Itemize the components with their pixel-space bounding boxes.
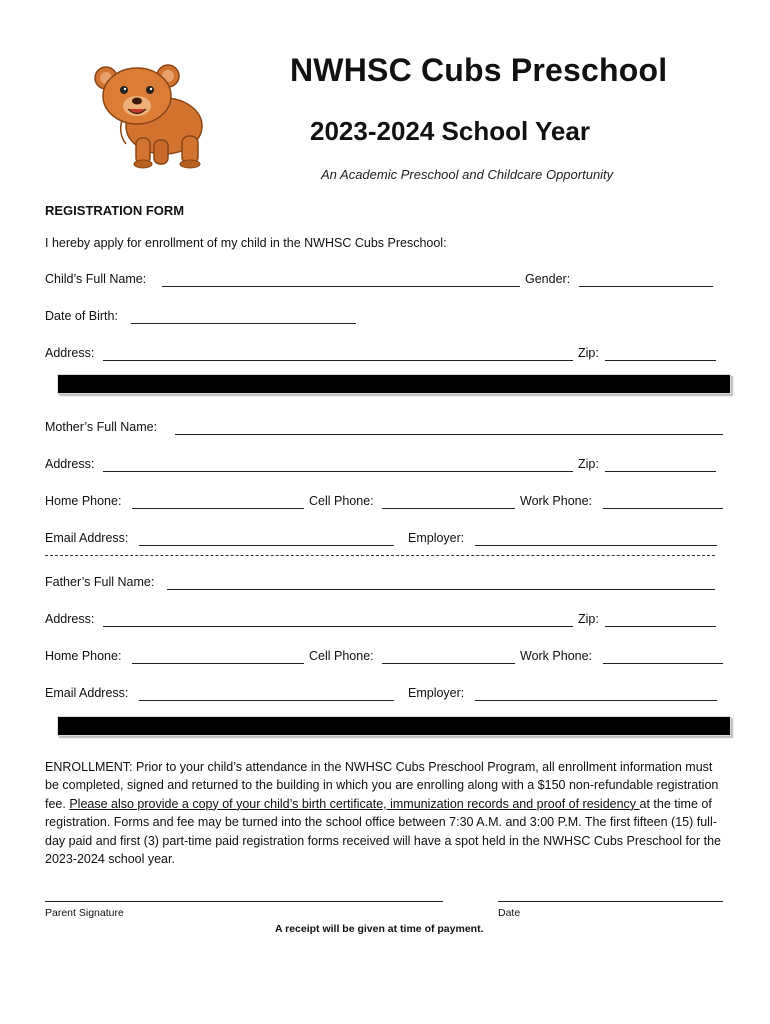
father-name-label: Father’s Full Name: (45, 575, 155, 589)
father-name-field[interactable] (167, 589, 715, 590)
form-heading: REGISTRATION FORM (45, 203, 185, 218)
mother-employer-field[interactable] (475, 545, 717, 546)
parent-signature-field[interactable] (45, 901, 443, 902)
child-zip-label: Zip: (578, 346, 599, 360)
father-address-field[interactable] (103, 626, 573, 627)
mother-cell-phone-label: Cell Phone: (309, 494, 374, 508)
mother-work-phone-field[interactable] (603, 508, 723, 509)
tagline: An Academic Preschool and Childcare Opportunity (321, 167, 614, 182)
enrollment-text-2: at the time of registration. Forms and fee may be turned into the school office between 7:30 A.M. and 3:00 P.M. The first fifteen (15) full-day paid and first (3) part-time paid registration forms received will have a spot held in the NWHSC Cubs Preschool for the 2023-2024 school year. (45, 796, 721, 867)
mother-name-field[interactable] (175, 434, 723, 435)
mother-home-phone-label: Home Phone: (45, 494, 122, 508)
child-address-field[interactable] (103, 360, 573, 361)
section-divider-bar (57, 716, 731, 736)
enrollment-required-docs: Please also provide a copy of your child’s birth certificate, immunization records and proof of residency (69, 796, 640, 811)
mother-employer-label: Employer: (408, 531, 465, 545)
section-divider-bar (57, 374, 731, 394)
page-title: NWHSC Cubs Preschool (290, 52, 668, 88)
enrollment-text-1: ENROLLMENT: Prior to your child’s attendance in the NWHSC Cubs Preschool Program, all enrollment information must be completed, signed and returned to the building in which you are enrolling along with a $150 non-refundable registration fee. (45, 760, 719, 811)
date-label: Date (498, 907, 521, 919)
mother-cell-phone-field[interactable] (382, 508, 515, 509)
form-intro: I hereby apply for enrollment of my child in the NWHSC Cubs Preschool: (45, 236, 447, 250)
receipt-note: A receipt will be given at time of payment. (275, 923, 484, 935)
father-address-label: Address: (45, 612, 95, 626)
father-email-field[interactable] (139, 700, 394, 701)
father-cell-phone-field[interactable] (382, 663, 515, 664)
mother-address-label: Address: (45, 457, 95, 471)
mother-email-label: Email Address: (45, 531, 129, 545)
child-gender-field[interactable] (579, 286, 713, 287)
child-gender-label: Gender: (525, 272, 571, 286)
school-year: 2023-2024 School Year (310, 116, 590, 146)
date-field[interactable] (498, 901, 723, 902)
child-name-label: Child’s Full Name: (45, 272, 147, 286)
father-email-label: Email Address: (45, 686, 129, 700)
mother-zip-label: Zip: (578, 457, 599, 471)
father-home-phone-label: Home Phone: (45, 649, 122, 663)
child-dob-field[interactable] (131, 323, 356, 324)
father-work-phone-field[interactable] (603, 663, 723, 664)
father-zip-label: Zip: (578, 612, 599, 626)
parent-signature-label: Parent Signature (45, 907, 124, 919)
enrollment-paragraph (45, 758, 725, 868)
mother-zip-field[interactable] (605, 471, 716, 472)
father-home-phone-field[interactable] (132, 663, 304, 664)
father-employer-label: Employer: (408, 686, 465, 700)
mother-name-label: Mother’s Full Name: (45, 420, 158, 434)
father-cell-phone-label: Cell Phone: (309, 649, 374, 663)
mother-home-phone-field[interactable] (132, 508, 304, 509)
mother-address-field[interactable] (103, 471, 573, 472)
father-employer-field[interactable] (475, 700, 717, 701)
father-zip-field[interactable] (605, 626, 716, 627)
bear-cub-icon (92, 60, 212, 172)
dashed-separator (45, 555, 715, 556)
child-address-label: Address: (45, 346, 95, 360)
mother-email-field[interactable] (139, 545, 394, 546)
child-name-field[interactable] (162, 286, 520, 287)
child-zip-field[interactable] (605, 360, 716, 361)
mother-work-phone-label: Work Phone: (520, 494, 593, 508)
child-dob-label: Date of Birth: (45, 309, 118, 323)
father-work-phone-label: Work Phone: (520, 649, 593, 663)
